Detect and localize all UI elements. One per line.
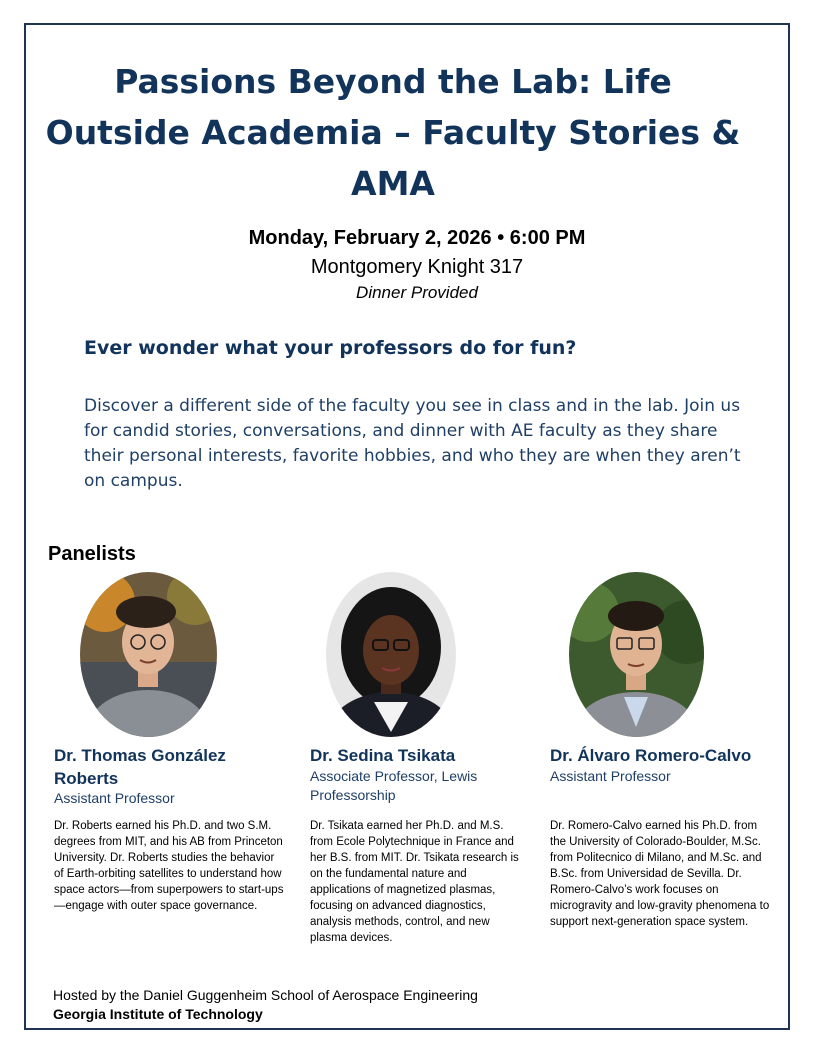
panelist-3-title: Assistant Professor — [550, 768, 671, 784]
panelist-2-bio: Dr. Tsikata earned her Ph.D. and M.S. from Ecole Polytechnique in France and her B.S. from MIT. Dr. Tsikata research is on the fundamental nature and applications of magnetized plasmas, focusing on advanced diagnostics, analysis methods, control, and new plasma devices. — [310, 820, 519, 944]
panelist-1-name: Dr. Thomas González Roberts — [54, 746, 226, 788]
event-location: Montgomery Knight 317 — [310, 256, 524, 278]
panelist-2-title: Associate Professor, Lewis Professorship — [310, 768, 478, 803]
host-line: Hosted by the Daniel Guggenheim School of Aerospace Engineering — [53, 987, 478, 1003]
institution-name: Georgia Institute of Technology — [53, 1006, 263, 1022]
event-title: Passions Beyond the Lab: Life Outside Academia – Faculty Stories & AMA — [45, 62, 741, 203]
panelist-3-name: Dr. Álvaro Romero-Calvo — [550, 746, 752, 765]
panelist-3-bio: Dr. Romero-Calvo earned his Ph.D. from the University of Colorado-Boulder, M.Sc. from Politecnico di Milano, and M.Sc. and B.Sc. from Universidad de Sevilla. Dr. Romero-Calvo’s work focuses on microgravity and low-gravity phenomena to support next-generation space system. — [550, 820, 770, 928]
panelists-heading: Panelists — [48, 543, 136, 565]
event-date-time: Monday, February 2, 2026 • 6:00 PM — [248, 227, 586, 249]
event-note: Dinner Provided — [356, 283, 478, 302]
panelist-1-bio: Dr. Roberts earned his Ph.D. and two S.M. degrees from MIT, and his AB from Princeton University. Dr. Roberts studies the behavior of Earth-orbiting satellites to understand how space actors—from superpowers to start-ups—engage with outer space governance. — [54, 820, 284, 912]
panelist-2-name: Dr. Sedina Tsikata — [310, 746, 456, 765]
panelist-1-photo — [80, 572, 217, 737]
panelist-2-photo — [326, 572, 456, 737]
panelist-3-photo — [569, 572, 704, 737]
panelist-1-title: Assistant Professor — [54, 790, 175, 806]
intro-description: Discover a different side of the faculty you see in class and in the lab. Join us for candid stories, conversations, and dinner with AE faculty as they share their personal interests, favorite hobbies, and who they are when they aren’t on campus. — [84, 396, 741, 491]
intro-question: Ever wonder what your professors do for fun? — [84, 337, 577, 359]
